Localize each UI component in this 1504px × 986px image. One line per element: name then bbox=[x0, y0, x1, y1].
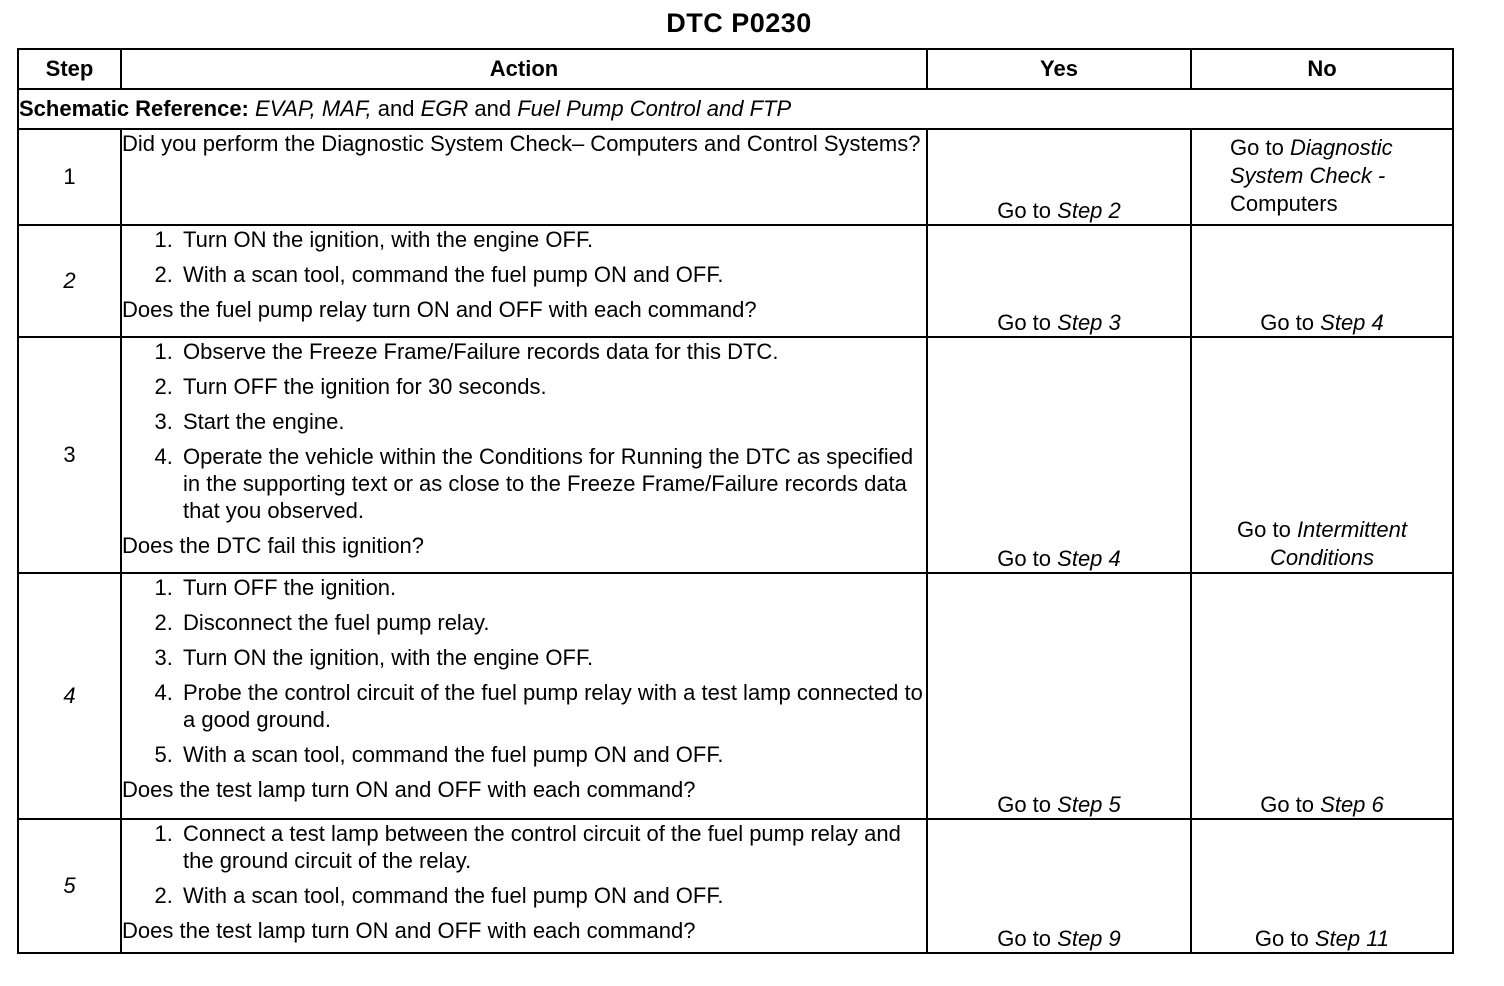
table-row bbox=[18, 225, 1453, 337]
no-ref-line-2: Conditions bbox=[1270, 545, 1374, 570]
no-ref-line-1: Diagnostic bbox=[1289, 135, 1393, 160]
header-step: Step bbox=[18, 49, 121, 89]
goto-text: Go to bbox=[997, 792, 1052, 817]
goto-text: Go to bbox=[1260, 310, 1315, 335]
goto-text: Go to bbox=[1237, 517, 1291, 542]
no-cell bbox=[1191, 225, 1453, 337]
no-step-link: Step 6 bbox=[1320, 792, 1384, 817]
yes-cell bbox=[927, 225, 1191, 337]
action-question: Did you perform the Diagnostic System Check– Computers and Control Systems? bbox=[122, 131, 921, 156]
step-number: 1 bbox=[18, 129, 121, 225]
header-row bbox=[18, 49, 1453, 89]
action-item: 2. With a scan tool, command the fuel pump ON and OFF. bbox=[179, 261, 926, 288]
no-ref-line-1: Intermittent bbox=[1296, 517, 1407, 542]
yes-cell bbox=[927, 573, 1191, 819]
no-cell bbox=[1191, 819, 1453, 953]
yes-step-link: Step 9 bbox=[1057, 926, 1121, 951]
action-item: 4. Operate the vehicle within the Conditions for Running the DTC as specified in the supporting text or as close to the Freeze Frame/Failure records data that you observed. bbox=[179, 443, 926, 524]
yes-step-link: Step 5 bbox=[1057, 792, 1121, 817]
schematic-ref-3: Fuel Pump Control and FTP bbox=[517, 96, 792, 121]
diagnostic-table bbox=[17, 48, 1454, 954]
action-question: Does the DTC fail this ignition? bbox=[122, 533, 425, 558]
action-item: 2. With a scan tool, command the fuel pump ON and OFF. bbox=[179, 882, 926, 909]
action-cell bbox=[121, 225, 927, 337]
goto-text: Go to bbox=[997, 198, 1052, 223]
action-list bbox=[122, 338, 926, 524]
table-row bbox=[18, 129, 1453, 225]
yes-cell bbox=[927, 129, 1191, 225]
yes-cell bbox=[927, 819, 1191, 953]
action-item: 1. Observe the Freeze Frame/Failure records data for this DTC. bbox=[179, 338, 926, 365]
goto-text: Go to bbox=[997, 546, 1052, 571]
step-number: 3 bbox=[18, 337, 121, 573]
schematic-row bbox=[18, 89, 1453, 129]
action-cell bbox=[121, 337, 927, 573]
action-item: 3. Turn ON the ignition, with the engine OFF. bbox=[179, 644, 926, 671]
action-item: 2. Turn OFF the ignition for 30 seconds. bbox=[179, 373, 926, 400]
action-question: Does the fuel pump relay turn ON and OFF with each command? bbox=[122, 297, 757, 322]
schematic-ref-2: EGR bbox=[420, 96, 469, 121]
schematic-ref-1: EVAP, MAF, bbox=[255, 96, 372, 121]
no-cell bbox=[1191, 337, 1453, 573]
schematic-and-2: and bbox=[474, 96, 512, 121]
schematic-and-1: and bbox=[377, 96, 415, 121]
no-ref-line-2: System Check - bbox=[1230, 163, 1386, 188]
action-item: 4. Probe the control circuit of the fuel pump relay with a test lamp connected to a good ground. bbox=[179, 679, 926, 733]
step-number: 5 bbox=[18, 819, 121, 953]
action-item: 1. Turn OFF the ignition. bbox=[179, 574, 926, 601]
no-step-link: Step 11 bbox=[1314, 926, 1390, 951]
header-yes: Yes bbox=[927, 49, 1191, 89]
header-action: Action bbox=[121, 49, 927, 89]
action-list bbox=[122, 820, 926, 909]
schematic-label: Schematic Reference: bbox=[19, 96, 249, 121]
no-step-link: Step 4 bbox=[1320, 310, 1384, 335]
step-number: 4 bbox=[18, 573, 121, 819]
action-question: Does the test lamp turn ON and OFF with each command? bbox=[122, 777, 696, 802]
no-ref-line-3: Computers bbox=[1230, 191, 1338, 216]
page-title: DTC P0230 bbox=[666, 8, 812, 38]
action-list bbox=[122, 226, 926, 288]
schematic-reference bbox=[18, 89, 1453, 129]
no-cell bbox=[1191, 129, 1453, 225]
goto-text: Go to bbox=[997, 926, 1052, 951]
yes-step-link: Step 2 bbox=[1057, 198, 1121, 223]
header-no: No bbox=[1191, 49, 1453, 89]
action-cell bbox=[121, 573, 927, 819]
action-item: 2. Disconnect the fuel pump relay. bbox=[179, 609, 926, 636]
yes-cell bbox=[927, 337, 1191, 573]
goto-text: Go to bbox=[1230, 135, 1284, 160]
no-cell bbox=[1191, 573, 1453, 819]
table-row bbox=[18, 573, 1453, 819]
action-cell bbox=[121, 819, 927, 953]
table-row bbox=[18, 337, 1453, 573]
table-row bbox=[18, 819, 1453, 953]
action-cell bbox=[121, 129, 927, 225]
action-question: Does the test lamp turn ON and OFF with each command? bbox=[122, 918, 696, 943]
goto-text: Go to bbox=[1254, 926, 1309, 951]
action-item: 1. Turn ON the ignition, with the engine OFF. bbox=[179, 226, 926, 253]
action-item: 1. Connect a test lamp between the control circuit of the fuel pump relay and the ground circuit of the relay. bbox=[179, 820, 926, 874]
action-list bbox=[122, 574, 926, 768]
yes-step-link: Step 4 bbox=[1057, 546, 1121, 571]
step-number: 2 bbox=[18, 225, 121, 337]
goto-text: Go to bbox=[1260, 792, 1315, 817]
action-item: 5. With a scan tool, command the fuel pump ON and OFF. bbox=[179, 741, 926, 768]
goto-text: Go to bbox=[997, 310, 1052, 335]
yes-step-link: Step 3 bbox=[1057, 310, 1121, 335]
action-item: 3. Start the engine. bbox=[179, 408, 926, 435]
